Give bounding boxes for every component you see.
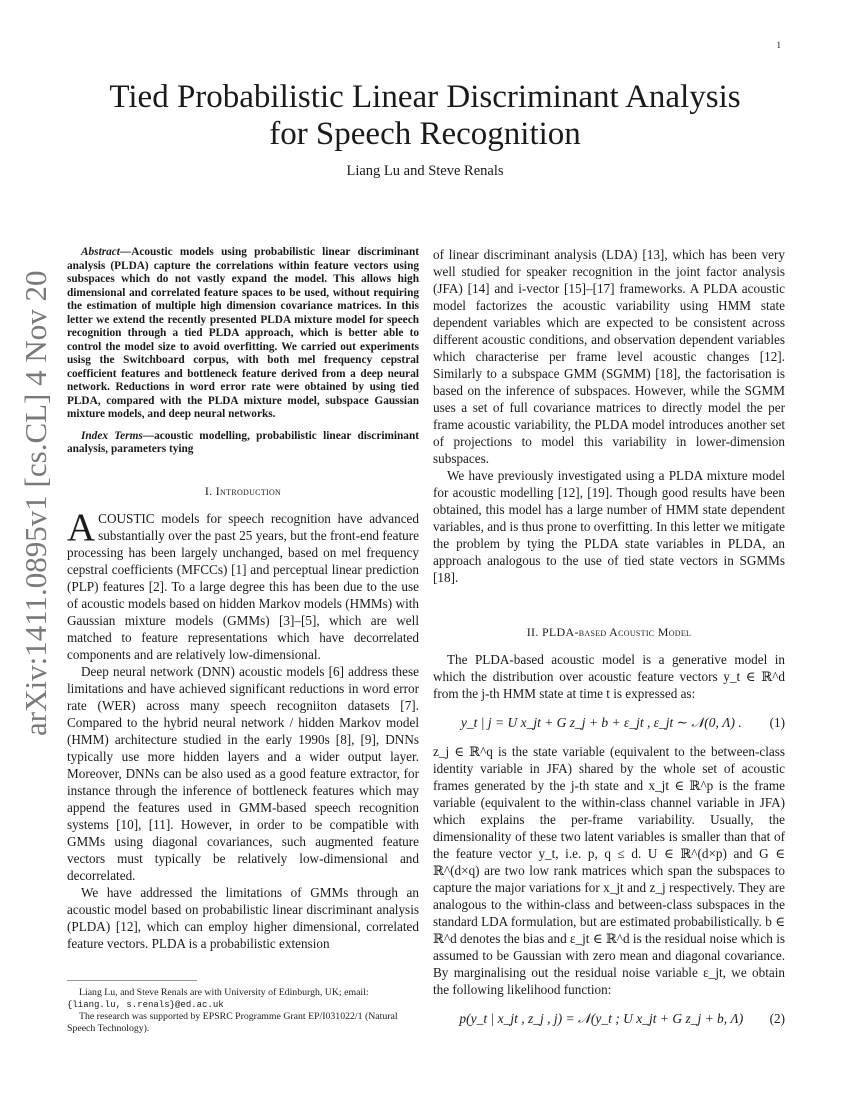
author-list: Liang Lu and Steve Renals	[346, 163, 504, 179]
intro-paragraph-3: We have addressed the limitations of GMMs through an acoustic model based on probabilistic linear discriminant analysis (PLDA) [12], which can employ higher dimensional, correlated feature vectors. PLDA is a probabilistic extension	[67, 884, 419, 951]
title-line-2: for Speech Recognition	[269, 116, 581, 152]
paper-title	[70, 79, 780, 153]
page-number: 1	[776, 40, 781, 50]
intro-paragraph-2: Deep neural network (DNN) acoustic models [6] address these limitations and have achieved significant reductions in word error rate (WER) across many speech recogniiton datasets [7]. Compared to the hybrid neural network / hidden Markov model (HMM) architecture studied in the early 1990s [8], [9], DNNs typically use more hidden layers and a wider output layer. Moreover, DNNs can be also used as a good feature extractor, for instance through the inference of bottleneck features which may append the features used in GMM-based speech recognition systems [10], [11]. However, in order to be compatible with GMMs using diagonal covariances, such augmented feature vectors must typically be relatively low-dimensional and decorrelated.	[67, 663, 419, 883]
equation-2-number: (2)	[769, 1011, 785, 1026]
footnotes	[67, 987, 419, 1035]
index-terms-text: —acoustic modelling, probabilistic linear discriminant analysis, parameters tying	[67, 429, 419, 455]
section-heading-introduction: I. Introduction	[204, 483, 282, 498]
intro-paragraph-4: We have previously investigated using a PLDA mixture model for acoustic modelling [12], [19]. Though good results have been obtained, this model has a large number of HMM state dependent variables, and is thus prone to overfitting. In this letter we mitigate the problem by tying the PLDA state variables in PLDA, an approach analogous to the use of tied state vectors in SGMMs [18].	[433, 468, 785, 585]
intro-paragraph-1	[67, 505, 419, 663]
drop-cap: A	[67, 505, 96, 549]
equation-2	[433, 1010, 785, 1027]
intro-paragraph-1-text: COUSTIC models for speech recognition have advanced substantially over the past 25 years, but the front-end feature processing has been largely unchanged, based on mel frequency cepstral coefficients (MFCCs) [1] and perceptual linear prediction (PLP) features [2]. To a large degree this has been due to the use of acoustic models based on hidden Markov models (HMMs) with Gaussian mixture models (GMMs) [3]–[5], which are well matched to feature representations which have decorrelated components and are relatively low-dimensional.	[67, 510, 419, 662]
equation-1-number: (1)	[769, 715, 785, 730]
author-emails: {liang.lu, s.renals}@ed.ac.uk	[67, 1000, 224, 1010]
abstract-label: Abstract	[81, 246, 120, 258]
right-column	[433, 246, 785, 1039]
arxiv-stamp	[8, 270, 60, 740]
title-line-1: Tied Probabilistic Linear Discriminant Analysis	[109, 79, 741, 115]
intro-paragraph-3-continued: of linear discriminant analysis (LDA) [13], which has been very well studied for speaker recognition in the joint factor analysis (JFA) [14] and i-vector [15]–[17] frameworks. A PLDA acoustic model factorizes the acoustic variability using HMM state dependent variables which are expected to be consistent across different acoustic conditions, and observation dependent variables which characterise per frame level acoustic changes [12]. Similarly to a subspace GMM (SGMM) [18], the factorisation is based on the inference of subspaces. However, while the SGMM uses a set of full covariance matrices to directly model the per frame acoustic variability, the PLDA model introduces another set of projections to model this variability in lower-dimension subspaces.	[433, 247, 785, 466]
section-heading-plda-model: II. PLDA-based Acoustic Model	[526, 625, 692, 639]
abstract-text: —Acoustic models using probabilistic linear discriminant analysis (PLDA) capture the correlations within feature vectors using subspaces which do not vastly expand the model. This allows high dimensional and correlated feature spaces to be used, without requiring the estimation of multiple high dimension covariance matrices. In this letter we extend the recently presented PLDA mixture model for speech recognition through a tied PLDA approach, which is better able to control the model size to avoid overfitting. We carried out experiments usisg the Switchboard corpus, with both mel frequency cepstral coefficient features and bottleneck feature derived from a deep neural network. Reductions in word error rate were obtained by using tied PLDA, compared with the PLDA mixture model, subspace Gaussian mixture models, and deep neural networks.	[67, 246, 419, 420]
footnote-funding: The research was supported by EPSRC Programme Grant EP/I031022/1 (Natural Speech Technology).	[67, 1011, 398, 1034]
equation-2-body: p(y_t | x_jt , z_j , j) = 𝒩(y_t ; U x_jt + G z_j + b, Λ)	[459, 1011, 744, 1026]
left-column	[67, 246, 419, 952]
index-terms	[67, 430, 419, 457]
footnote-affiliation	[67, 987, 419, 1011]
plda-paragraph-1: The PLDA-based acoustic model is a generative model in which the distribution over acoustic feature vectors y_t ∈ ℝ^d from the j-th HMM state at time t is expressed as:	[433, 652, 785, 701]
equation-1-body: y_t | j = U x_jt + G z_j + b + ε_jt , ε_jt ∼ 𝒩(0, Λ) .	[460, 715, 742, 730]
abstract	[67, 246, 419, 422]
footnote-affiliation-text: Liang Lu, and Steve Renals are with University of Edinburgh, UK; email:	[79, 987, 369, 998]
arxiv-id-text: arXiv:1411.0895v1 [cs.CL] 4 Nov 2014	[18, 270, 53, 736]
plda-paragraph-2: z_j ∈ ℝ^q is the state variable (equivalent to the between-class identity variable in JFA) shared by the whole set of acoustic frames generated by the j-th state and x_jt ∈ ℝ^p is the frame variable (equivalent to the within-class channel variable in JFA) which explains the per-frame variability. Usually, the dimensionality of these two latent variables is smaller than that of the feature vector y_t, i.e. p, q ≤ d. U ∈ ℝ^(d×p) and G ∈ ℝ^(d×q) are two low rank matrices which span the subspaces to capture the major variations for x_jt and z_j respectively. They are analogous to the within-class and between-class subspaces in the standard LDA formulation, but are estimated probabilistically. b ∈ ℝ^d denotes the bias and ε_jt ∈ ℝ^d is the residual noise which is assumed to be Gaussian with zero mean and diagonal covariance. By marginalising out the residual noise variable ε_jt, we obtain the following likelihood function:	[433, 744, 785, 997]
footnote-rule	[67, 980, 197, 981]
equation-1	[433, 714, 785, 731]
index-terms-label: Index Terms	[81, 429, 143, 442]
